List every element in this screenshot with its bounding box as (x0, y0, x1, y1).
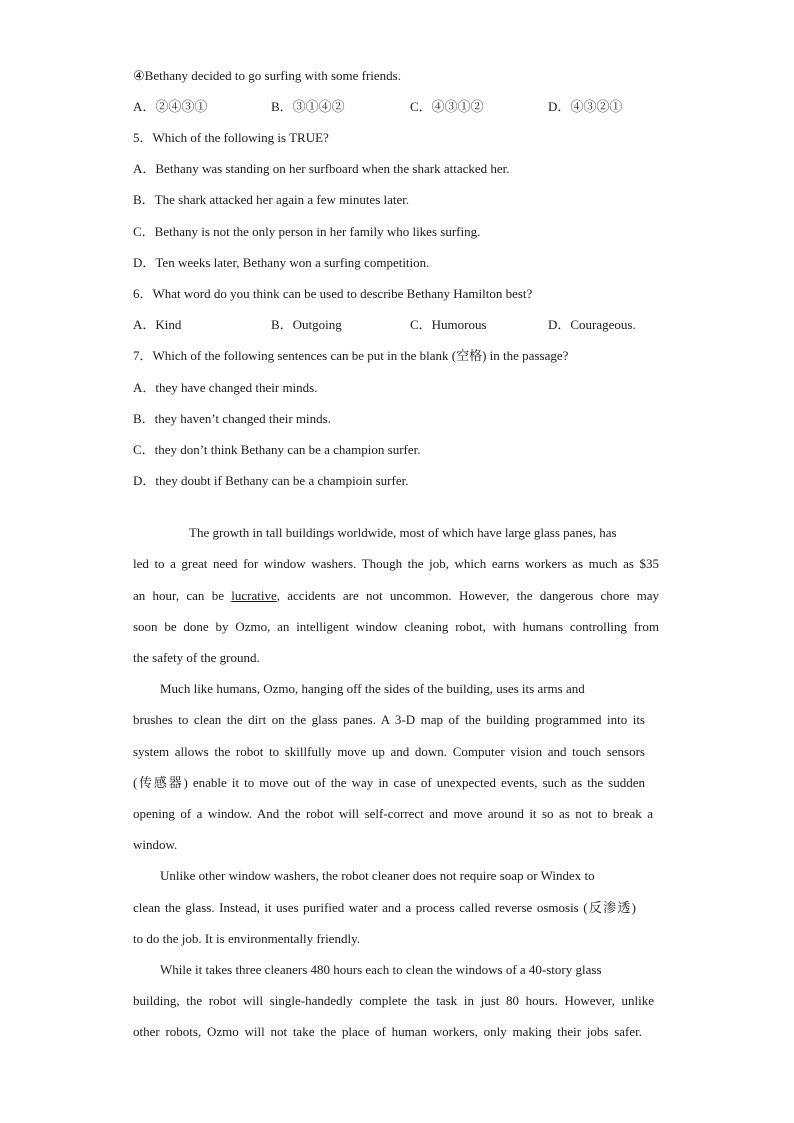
passage-p1-line: the safety of the ground. (133, 650, 260, 665)
passage-p3-line: to do the job. It is environmentally friendly. (133, 931, 360, 946)
option-text: ④③①② (431, 99, 484, 114)
option-letter: A． (133, 99, 156, 114)
option-letter: C． (410, 99, 432, 114)
underlined-word: lucrative (231, 588, 277, 603)
passage-p2-line: opening of a window. And the robot will self-correct and move around it so as not to break a (133, 806, 653, 821)
option-letter: D． (548, 99, 571, 114)
q5-stem: 5．Which of the following is TRUE? (133, 130, 329, 145)
option-letter: C． (410, 317, 432, 332)
passage-text: an hour, can be (133, 588, 232, 603)
q7-option-b: B．they haven’t changed their minds. (133, 411, 331, 426)
option-text: Kind (155, 317, 182, 332)
passage-p2-line: window. (133, 837, 178, 852)
q7-option-a: A．they have changed their minds. (133, 380, 318, 395)
passage-p2-line: (传感器) enable it to move out of the way in case of unexpected events, such as the sudden (133, 775, 645, 790)
q6-stem: 6．What word do you think can be used to describe Bethany Hamilton best? (133, 286, 533, 301)
passage-p1-line (133, 587, 659, 605)
q5-option-a: A．Bethany was standing on her surfboard when the shark attacked her. (133, 161, 510, 176)
q5-option-c: C．Bethany is not the only person in her family who likes surfing. (133, 224, 481, 239)
q5-option-d: D．Ten weeks later, Bethany won a surfing competition. (133, 255, 430, 270)
option-letter: A． (133, 317, 156, 332)
passage-p2-line: brushes to clean the dirt on the glass panes. A 3-D map of the building programmed into its (133, 712, 645, 727)
option-letter: B． (271, 99, 293, 114)
option-text: Humorous (431, 317, 487, 332)
option-text: Courageous. (570, 317, 636, 332)
q6-option-c (410, 316, 487, 334)
passage-p4-line: While it takes three cleaners 480 hours each to clean the windows of a 40-story glass (160, 962, 602, 977)
passage-p3-line: clean the glass. Instead, it uses purified water and a process called reverse osmosis (反渗透) (133, 900, 636, 915)
passage-p1-line: The growth in tall buildings worldwide, most of which have large glass panes, has (189, 525, 617, 540)
passage-p1-line: soon be done by Ozmo, an intelligent window cleaning robot, with humans controlling from (133, 619, 659, 634)
passage-p2-line: system allows the robot to skillfully move up and down. Computer vision and touch sensors (133, 744, 645, 759)
q5-option-b: B．The shark attacked her again a few minutes later. (133, 192, 410, 207)
q4-option-a (133, 98, 207, 116)
passage-p1-line: led to a great need for window washers. Though the job, which earns workers as much as $35 (133, 556, 659, 571)
option-letter: D． (548, 317, 571, 332)
passage-p4-line: building, the robot will single-handedly complete the task in just 80 hours. However, unlike (133, 993, 654, 1008)
passage-p2-line: Much like humans, Ozmo, hanging off the sides of the building, uses its arms and (160, 681, 585, 696)
q4-option-b (271, 98, 345, 116)
option-text: ③①④② (292, 99, 345, 114)
option-letter: B． (271, 317, 293, 332)
q4-option-d (548, 98, 622, 116)
passage-p4-line: other robots, Ozmo will not take the place of human workers, only making their jobs safer. (133, 1024, 642, 1039)
option-text: ④③②① (570, 99, 623, 114)
q4-item-4: ④Bethany decided to go surfing with some friends. (133, 68, 401, 83)
q6-option-a (133, 316, 181, 334)
q4-option-c (410, 98, 484, 116)
q6-option-d (548, 316, 636, 334)
q7-option-d: D．they doubt if Bethany can be a champioin surfer. (133, 473, 409, 488)
option-text: ②④③① (155, 99, 208, 114)
passage-text: , accidents are not uncommon. However, the dangerous chore may (276, 588, 659, 603)
passage-p3-line: Unlike other window washers, the robot cleaner does not require soap or Windex to (160, 868, 595, 883)
q6-option-b (271, 316, 342, 334)
option-text: Outgoing (292, 317, 342, 332)
q7-option-c: C．they don’t think Bethany can be a champion surfer. (133, 442, 421, 457)
q7-stem: 7．Which of the following sentences can be put in the blank (空格) in the passage? (133, 348, 569, 363)
